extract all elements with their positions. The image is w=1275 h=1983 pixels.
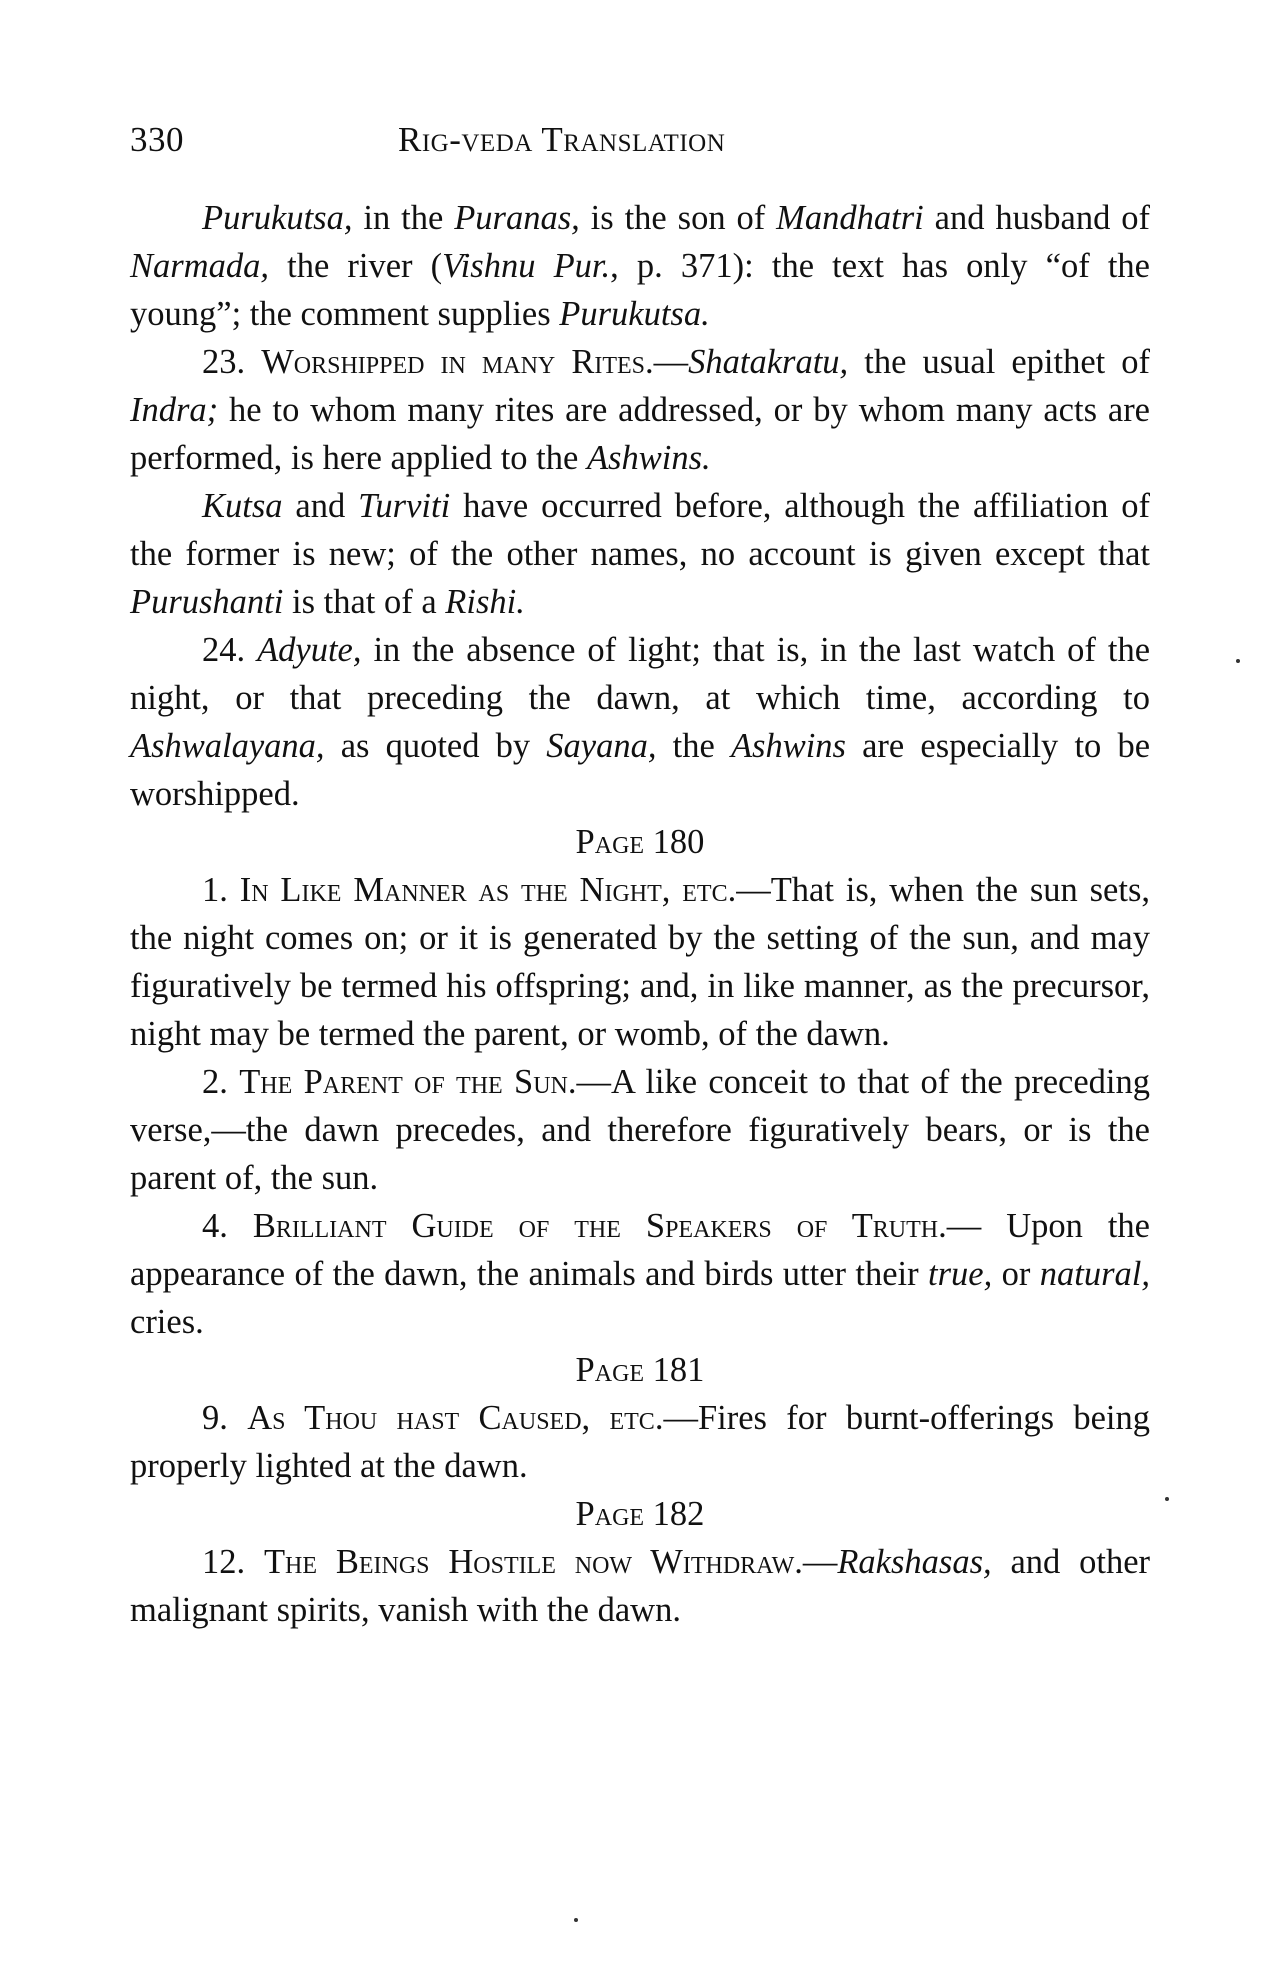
page-body [130, 194, 1150, 1634]
italic-term: natural, [1039, 1255, 1150, 1293]
note-paragraph [130, 626, 1150, 818]
text-run: in the [352, 199, 455, 237]
text-run: 24. [202, 631, 258, 669]
italic-term: Purushanti [130, 583, 284, 621]
text-run: —A like conceit to that of the preceding verse,—the dawn precedes, and therefore figuratively bears, or is the parent of, the sun. [130, 1063, 1150, 1197]
text-run: the [656, 727, 731, 765]
text-run: and husband of [923, 199, 1151, 237]
note-heading-text: Brilliant Guide of the Speakers of Truth. [252, 1207, 947, 1245]
italic-term: Vishnu Pur. [442, 247, 611, 285]
note-paragraph [130, 1394, 1150, 1490]
note-heading-text: As Thou hast Caused, etc. [247, 1399, 664, 1437]
italic-term: Rishi. [445, 583, 525, 621]
print-speck [574, 1918, 578, 1922]
note-paragraph [130, 482, 1150, 626]
text-run: 2. [202, 1063, 240, 1101]
note-paragraph [130, 338, 1150, 482]
page-reference-heading: Page 182 [575, 1495, 705, 1533]
text-run: — [653, 343, 689, 381]
italic-term: Kutsa [202, 487, 283, 525]
italic-term: Turviti [358, 487, 451, 525]
text-run: the river ( [268, 247, 443, 285]
italic-term: Puranas, [454, 199, 580, 237]
italic-term: Sayana, [546, 727, 657, 765]
text-run: the usual epithet of [848, 343, 1151, 381]
italic-term: true, [928, 1255, 993, 1293]
italic-term: Indra; [130, 391, 219, 429]
text-run: — Upon the appearance of the dawn, the animals and birds utter their [130, 1207, 1150, 1293]
text-run: 4. [202, 1207, 253, 1245]
note-paragraph [130, 1538, 1150, 1634]
text-run: are especially to be worshipped. [130, 727, 1151, 813]
running-header [130, 120, 1150, 180]
text-run: , p. 371): the text has only “of the young”; the comment supplies [130, 247, 1150, 333]
text-run: cries. [130, 1303, 204, 1341]
note-heading-text: Worshipped in many Rites. [261, 343, 654, 381]
note-paragraph [130, 194, 1150, 338]
text-run: and [282, 487, 359, 525]
text-run: — [802, 1543, 838, 1581]
page-reference-heading: Page 181 [575, 1351, 705, 1389]
text-run: have occurred before, although the affiliation of the former is new; of the other names, no account is given except that [130, 487, 1150, 573]
text-run: and other malignant spirits, vanish with the dawn. [130, 1543, 1150, 1629]
print-speck [1236, 659, 1240, 663]
italic-term: Purukutsa, [202, 199, 353, 237]
text-run: 9. [202, 1399, 248, 1437]
text-run: —Fires for burnt-offerings being properly lighted at the dawn. [130, 1399, 1151, 1485]
text-run: 1. [202, 871, 240, 909]
print-speck [1165, 1497, 1169, 1501]
running-title: Rig-veda Translation [398, 120, 726, 159]
note-heading-text: In Like Manner as the Night, etc. [239, 871, 737, 909]
text-run: 23. [202, 343, 262, 381]
note-paragraph [130, 1058, 1150, 1202]
italic-term: Ashwins. [586, 439, 711, 477]
note-heading-text: The Beings Hostile now Withdraw. [263, 1543, 803, 1581]
text-run: as quoted by [324, 727, 547, 765]
text-run: —That is, when the sun sets, the night comes on; or it is generated by the setting of the sun, and may figuratively be termed his offspring; and, in like manner, as the precursor, night may be termed the parent, or womb, of the dawn. [130, 871, 1150, 1053]
italic-term: Ashwalayana, [130, 727, 325, 765]
text-run: is that of a [283, 583, 446, 621]
text-run: is the son of [579, 199, 777, 237]
page-reference-heading: Page 180 [575, 823, 705, 861]
italic-term: Mandhatri [776, 199, 924, 237]
page-number: 330 [130, 120, 184, 159]
italic-term: Purukutsa. [559, 295, 710, 333]
text-run: or [992, 1255, 1040, 1293]
italic-term: Adyute, [257, 631, 362, 669]
text-run: 12. [202, 1543, 264, 1581]
italic-term: Rakshasas, [837, 1543, 992, 1581]
italic-term: Narmada, [130, 247, 269, 285]
text-run: he to whom many rites are addressed, or by whom many acts are performed, is here applied to the [130, 391, 1150, 477]
italic-term: Shatakratu, [688, 343, 849, 381]
book-page [130, 120, 1150, 1634]
note-heading-text: The Parent of the Sun. [239, 1063, 577, 1101]
text-run: in the absence of light; that is, in the last watch of the night, or that preceding the dawn, at which time, according to [130, 631, 1151, 717]
note-paragraph [130, 866, 1150, 1058]
italic-term: Ashwins [730, 727, 846, 765]
note-paragraph [130, 1202, 1150, 1346]
